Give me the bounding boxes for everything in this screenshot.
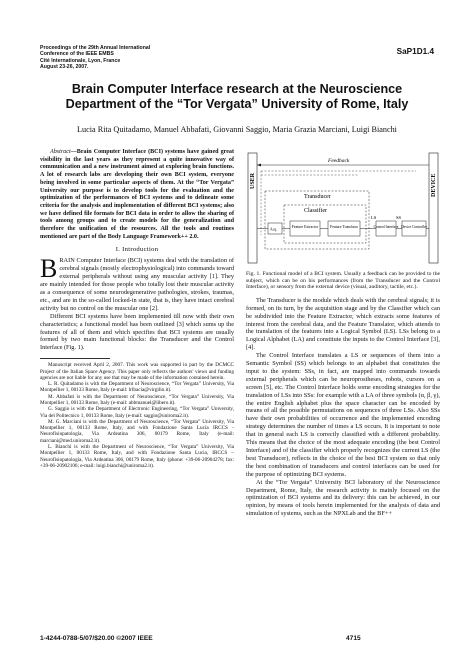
footnote-author: M. G. Marciani is with the Department of Neuroscience, “Tor Vergata” University, Via Montpellier 1, 00133 Rome, Italy, and with Fondazione Santa Lucia IRCCS - Neurofisiopatologia, Via Ardeatina 306, 00179 Rome, Italy (e-mail: marciani@med.uniroma2.it).	[40, 418, 234, 444]
footnote-author: L. Bianchi is with the Department of Neuroscience, “Tor Vergata” University, Via Montpellier 1, 00133 Rome, Italy, and with Fondazione Santa Lucia, IRCCS – Neurofisiopatologia, Via Ardeatina 306, 00179 Rome, Italy (phone: +39-06-20904278; fax: +39-06-20902106; e-mail: luigi.bianchi@uniroma2.it).	[40, 444, 234, 469]
user-bar	[248, 153, 257, 263]
feedback-arrowhead	[257, 164, 261, 167]
footer-isbn: 1-4244-0788-5/07/$20.00 ©2007 IEEE	[40, 635, 153, 642]
footnote-divider	[40, 358, 110, 359]
control-interface-label: Control Interface	[373, 225, 399, 229]
transducer-label: Transducer	[304, 194, 331, 200]
user-label: USER	[250, 172, 256, 189]
device-bar	[429, 153, 438, 263]
proceedings-line: Conference of the IEEE EMBS	[40, 51, 114, 58]
feature-extractor-label: Feature Extractor	[291, 225, 319, 229]
classifier-label: Classifier	[304, 208, 327, 214]
body-paragraph: The Transducer is the module which deals with the cerebral signals; it is formed, on its turn, by the acquisition stage and by the Classifier which can be subdivided into the Feature Extractor, which extracts some features of interest from the cerebral data, and the Feature Translator, which attends to the translation of the features into a Logical Symbol (LS). LSs belong to a Logical Alphabet (LA) and constitute the inputs to the Control Interface [3], [4].	[246, 296, 440, 352]
feature-translator-label: Feature Translator	[330, 225, 358, 229]
intro-paragraph-1	[40, 254, 234, 312]
page-number: 4715	[346, 635, 361, 642]
body-paragraph: The Control Interface translates a LS or sequences of them into a Semantic Symbol (SS) which belongs to an alphabet that constitutes the input to the system: SSs, in fact, are mapped into commands towards external peripherals which can be neuroprostheses, robots, cursors on a screen [5], etc. The Control Interface holds some encoding strategies for the translation of LSs into SSs: for example with a LA of three symbols (α, β, γ), the entire English alphabet plus the space character can be encoded by means of all the possible permutations on sequences of three LSs. Also SSs have their own probabilities of occurrence and the implemented encoding strategy determines the number of times a LS occurs. It is important to note that in general each LS is correctly classified with a different probability. This means that the choice of the most adequate encoding (the best Control Interface) and of the classifier which properly recognizes the current LS (the best Transducer), reflects in the choice of the best BCI system so that only the best combination of transducers and control interfaces can be used for the purpose of optimizing BCI systems.	[246, 352, 440, 478]
footnote-author: L. R. Quitadamo is with the Department of Neuroscience, “Tor Vergata” University, Via Montpellier 1, 00133 Rome, Italy (e-mail: lrlbacia@virgilio.it).	[40, 381, 234, 394]
device-controller-label: Device Controller	[401, 225, 427, 229]
section-heading-introduction: I. Introduction	[115, 246, 159, 254]
acq-label: Acq.	[270, 227, 278, 232]
body-paragraph: At the “Tor Vergata” University BCI laboratory of the Neuroscience Department, Rome, Italy, the research activity is mainly focused on the optimization of BCI systems and its delivery: this can be achieved, in our opinion, by means of tools herein implemented for the analysis of data and simulation of systems, such as the NPXLab and the BF++	[246, 478, 440, 518]
figure-caption: Fig. 1. Functional model of a BCI system. Usually a feedback can be provided to the subject, which can be on his performances (from the Transducer and the Control Interface), or sensory from the external device (visual, auditory, tactile, etc.).	[246, 271, 440, 291]
intro-paragraph-1-text: RAIN Computer Interface (BCI) systems deal with the translation of cerebral signals (mostly electrophysiological) into commands toward external peripherals without using any muscular activity [1]. They are mainly intended for those people who totally lost their muscular activity as a consequence of some neurodegenerative pathologies, strokes, traumas, etc., and are in the so-called locked-in state, that is, they have intact cerebral activity but no control on the muscular one [2].	[40, 257, 234, 312]
proceedings-line: Proceedings of the 29th Annual International	[40, 45, 151, 51]
proceedings-header	[40, 45, 150, 71]
paper-id: SaP1D1.4	[396, 47, 434, 56]
right-column	[246, 149, 440, 518]
ls-label: LS	[371, 215, 377, 220]
proceedings-line: August 23-26, 2007.	[40, 64, 89, 71]
paper-authors: Lucia Rita Quitadamo, Manuel Abbafati, Giovanni Saggio, Maria Grazia Marciani, Luigi Bianchi	[77, 125, 397, 134]
proceedings-line: Cité Internationale, Lyon, France	[40, 57, 121, 64]
footnote-author: M. Abbafati is with the Department of Neuroscience, “Tor Vergata” University, Via Montpellier 1, 00133 Rome, Italy (e-mail: abbmanuel@libero.it).	[40, 393, 234, 406]
device-label: DEVICE	[431, 173, 437, 197]
ss-label: SS	[396, 215, 402, 220]
abstract-text: —Brain Computer Interface (BCI) systems have gained great visibility in the last years as they represent a quite innovative way of communication and a new instrument aimed at exploring brain functions. A lot of research labs are developing their own BCI system, everyone being involved in some particular aspects of them. At the “Tor Vergata” University our purpose is to develop tools for the evaluation and the optimization of the performances of BCI systems and to delineate some criteria for the analysis and implementation of different BCI systems; also we have defined file formats for BCI data in order to allow the sharing of tools among groups and to create models for the generalization and therefore the unification of the resources. All the tools and routines mentioned are part of the Body Language Framework++ 2.0.	[40, 149, 234, 240]
drop-cap: B	[40, 254, 58, 284]
abstract	[40, 149, 234, 241]
bci-functional-model-diagram	[246, 149, 440, 267]
footnote-author: G. Saggio is with the Department of Electronic Engineering, “Tor Vergata” University, Via del Politecnico 1, 00133 Rome, Italy (e-mail: saggio@uniroma2.it).	[40, 406, 234, 419]
paper-title: Brain Computer Interface research at the Neuroscience Department of the “Tor Vergata” University of Rome, Italy	[65, 82, 409, 112]
figure-1-bci-model	[246, 149, 440, 267]
footnote-manuscript: Manuscript received April 2, 2007. This work was supported in part by the DCMCC Project of the Italian Space Agency. This paper only reflects the authors' views and funding agencies are not liable for any use that may be made of the information contained herein.	[40, 362, 234, 381]
intro-paragraph-2: Different BCI systems have been implemented till now with their own characteristics; a functional model has been outlined [3] which sums up the features of all of them and which specifies that BCI systems are usually formed by two main functional blocks: the Transducer and the Control Interface (Fig. 1).	[40, 312, 234, 352]
abstract-label: Abstract	[50, 149, 71, 155]
footnotes	[40, 362, 234, 469]
feedback-label: Feedback	[328, 158, 350, 164]
left-column	[40, 149, 234, 469]
